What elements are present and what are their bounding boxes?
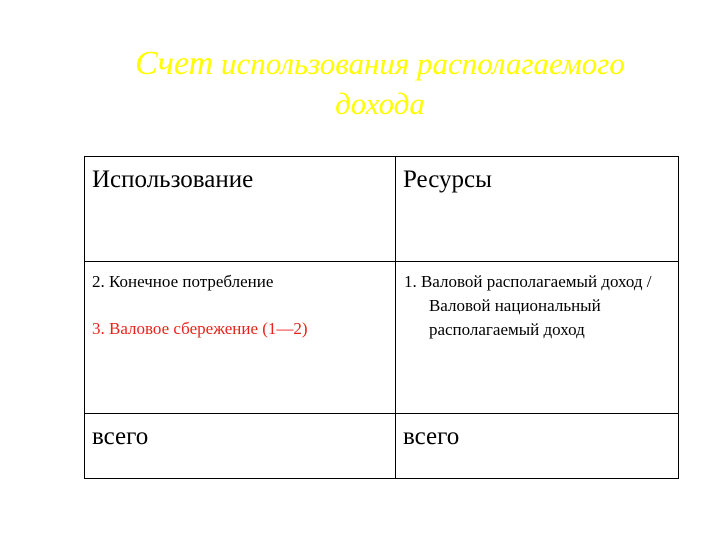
uses-item-gross-saving: 3. Валовое сбережение (1—2) <box>92 319 308 338</box>
slide-title-line-2: дохода <box>335 86 425 121</box>
total-cell-uses <box>85 414 396 479</box>
total-cell-resources <box>395 414 678 479</box>
header-uses-label: Использование <box>92 166 254 193</box>
resources-item-gross-disposable-income: 1. Валовой располагаемый доход / Валовой национальный располагаемый доход <box>403 272 652 339</box>
uses-list <box>85 262 395 341</box>
uses-item-final-consumption: 2. Конечное потребление <box>92 272 274 291</box>
header-cell-resources <box>395 157 678 262</box>
table-total-row <box>85 414 679 479</box>
resources-cell <box>395 262 678 414</box>
header-cell-uses <box>85 157 396 262</box>
total-resources-label: всего <box>402 423 460 450</box>
account-table <box>84 156 679 479</box>
slide-title <box>60 44 700 124</box>
slide-title-line-1 <box>60 44 700 84</box>
total-uses-label: всего <box>92 423 149 450</box>
table-body-row <box>85 262 679 414</box>
table-header-row <box>85 157 679 262</box>
header-resources-label: Ресурсы <box>402 166 492 193</box>
slide-title-first-word: Счет <box>135 45 214 82</box>
uses-cell <box>85 262 396 414</box>
slide-title-line-1-rest: использования располагаемого <box>213 46 625 81</box>
